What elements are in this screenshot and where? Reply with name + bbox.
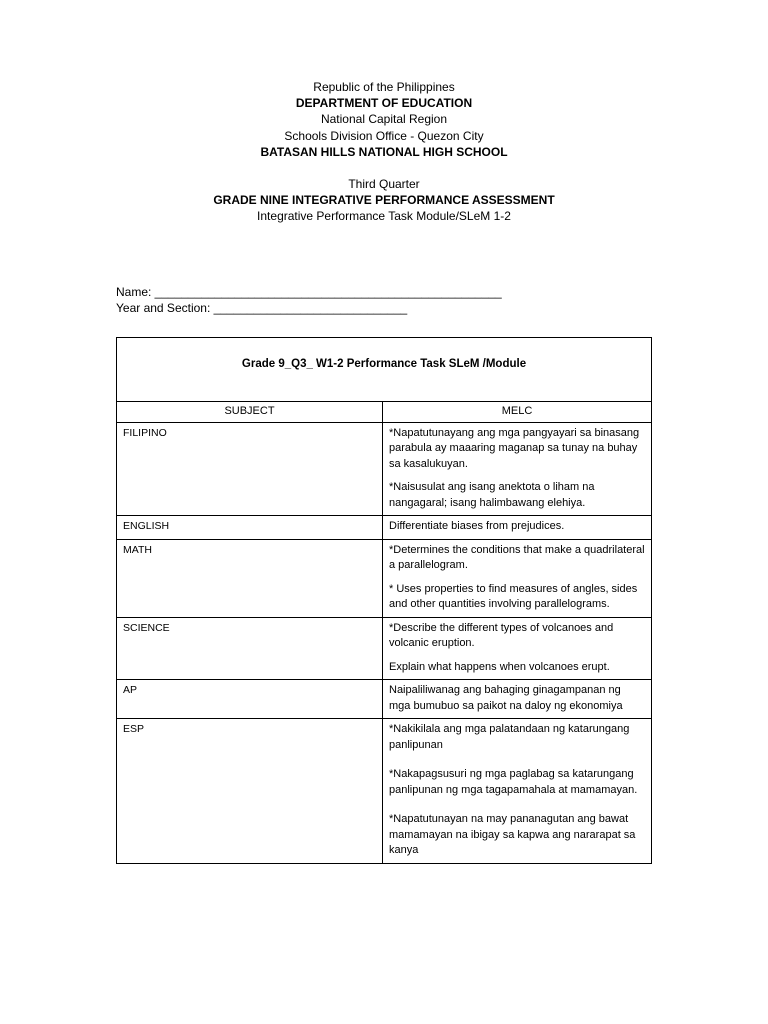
- document-header: [0, 79, 768, 225]
- header-quarter: Third Quarter: [348, 177, 420, 192]
- table-row: [117, 617, 652, 680]
- year-section-field[interactable]: Year and Section: _____________________________: [116, 301, 408, 315]
- melc-cell: [383, 422, 652, 516]
- module-title: Integrative Performance Task Module/SLeM 1-2: [257, 209, 511, 224]
- melc-table: [116, 337, 652, 864]
- table-row: [117, 680, 652, 719]
- header-region: National Capital Region: [320, 112, 448, 127]
- name-field[interactable]: Name: ____________________________________________________: [116, 285, 502, 299]
- table-title: Grade 9_Q3_ W1-2 Performance Task SLeM /Module: [117, 338, 652, 402]
- subject-cell: AP: [117, 680, 383, 719]
- melc-item: Explain what happens when volcanoes erupt.: [389, 660, 610, 673]
- melc-item: Differentiate biases from prejudices.: [389, 520, 565, 532]
- subject-cell: FILIPINO: [117, 422, 383, 516]
- table-row: [117, 516, 652, 540]
- header-department: DEPARTMENT OF EDUCATION: [295, 96, 473, 111]
- header-republic: Republic of the Philippines: [313, 80, 455, 94]
- melc-cell: [383, 516, 652, 540]
- header-school: BATASAN HILLS NATIONAL HIGH SCHOOL: [260, 144, 508, 159]
- student-fields: [116, 284, 502, 316]
- melc-item: *Nakapagsusuri ng mga paglabag sa katarungang panlipunan ng mga tagapamahala at mamamayan.: [389, 768, 638, 796]
- melc-cell: [383, 617, 652, 680]
- melc-item: *Naisusulat ang isang anektota o liham na nangagaral; isang halimbawang elehiya.: [389, 481, 595, 509]
- column-header-melc: MELC: [383, 402, 652, 423]
- melc-item: *Determines the conditions that make a quadrilateral a parallelogram.: [389, 543, 645, 571]
- melc-item: *Napatutunayang ang mga pangyayari sa binasang parabula ay maaaring maganap sa tunay na buhay sa kasalukuyan.: [389, 426, 640, 470]
- table-row: [117, 422, 652, 516]
- table-row: [117, 539, 652, 617]
- header-division: Schools Division Office - Quezon City: [284, 128, 484, 143]
- subject-cell: MATH: [117, 539, 383, 617]
- table-row: [117, 719, 652, 864]
- melc-item: *Napatutunayan na may pananagutan ang bawat mamamayan na ibigay sa kapwa ang nararapat sa kanya: [389, 813, 636, 856]
- subject-cell: ENGLISH: [117, 516, 383, 540]
- melc-cell: [383, 539, 652, 617]
- melc-item: * Uses properties to find measures of angles, sides and other quantities involving parallelograms.: [389, 582, 638, 610]
- melc-item: *Describe the different types of volcanoes and volcanic eruption.: [389, 621, 614, 649]
- melc-cell: [383, 680, 652, 719]
- subject-cell: ESP: [117, 719, 383, 864]
- melc-item: Naipaliliwanag ang bahaging ginagampanan ng mga bumubuo sa paikot na daloy ng ekonomiya: [389, 684, 623, 712]
- column-header-subject: SUBJECT: [117, 402, 383, 423]
- melc-item: *Nakikilala ang mga palatandaan ng katarungang panlipunan: [389, 723, 630, 751]
- melc-cell: [383, 719, 652, 864]
- assessment-title: GRADE NINE INTEGRATIVE PERFORMANCE ASSESSMENT: [213, 193, 555, 208]
- subject-cell: SCIENCE: [117, 617, 383, 680]
